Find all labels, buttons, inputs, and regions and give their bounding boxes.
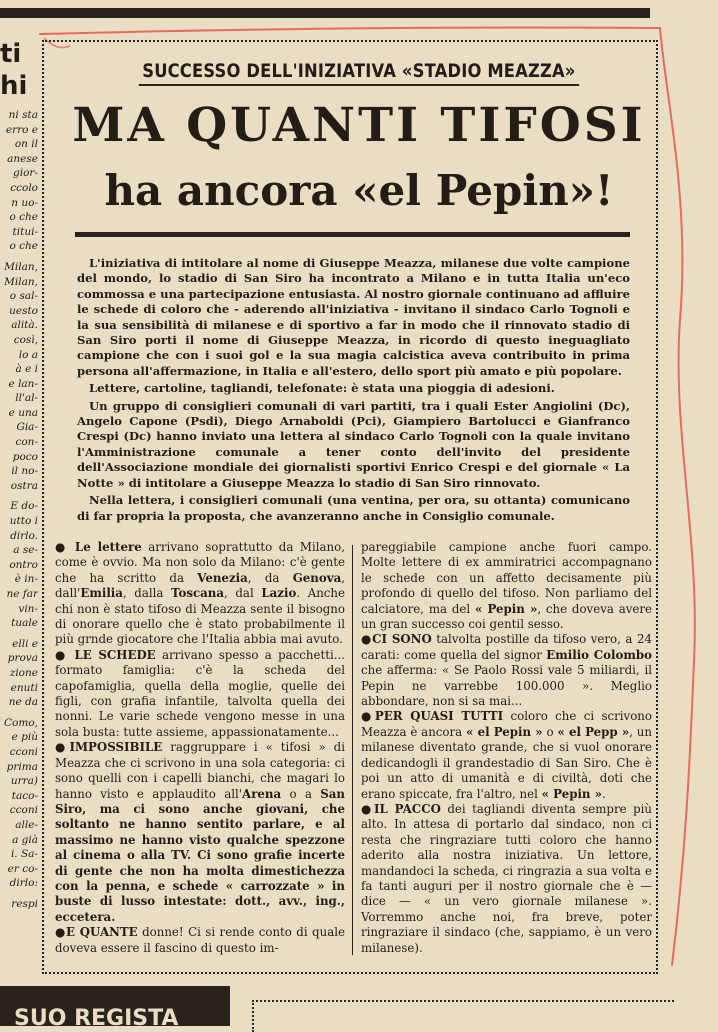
body-paragraph — [361, 709, 652, 801]
fragment-line: o che — [9, 211, 38, 224]
body-text: , dal — [224, 586, 262, 601]
fragment-headline: ti — [0, 39, 22, 69]
fragment-line: ne da — [8, 696, 38, 709]
fragment-line: il no- — [11, 465, 38, 478]
headline-rule — [75, 232, 630, 237]
fragment-line: ontro — [9, 558, 38, 571]
body-paragraph — [361, 540, 652, 632]
bold-text: « Pepin » — [474, 601, 538, 616]
fragment-paragraph — [0, 260, 38, 494]
body-text: talvolta postille da tifoso vero, a 24 carati: come quella del signor — [361, 632, 652, 662]
fragment-line: così, — [13, 333, 38, 346]
body-column-left — [55, 540, 345, 956]
fragment-line: Milan, — [4, 275, 38, 288]
body-paragraph — [55, 740, 345, 925]
fragment-line: ccolo — [10, 181, 38, 194]
bold-text: Venezia — [197, 570, 248, 585]
body-paragraph — [55, 648, 345, 740]
fragment-line: cconi — [9, 804, 38, 817]
body-text: donne! Ci si rende conto di quale doveva essere il fascino di questo im- — [55, 925, 345, 955]
fragment-line: gior- — [13, 167, 38, 180]
fragment-paragraph — [0, 897, 38, 912]
fragment-line: ll'al- — [15, 392, 38, 405]
body-text: , che doveva avere un gran successo coi gentil sesso. — [361, 601, 652, 632]
fragment-line: dirlo. — [10, 529, 38, 542]
fragment-line: Gia- — [16, 421, 38, 434]
fragment-line: e più — [11, 731, 38, 744]
next-article-headline: SUO REGISTA — [14, 1006, 179, 1031]
body-text: , da — [247, 570, 293, 585]
fragment-line: a già — [12, 833, 38, 846]
intro-paragraph: Un gruppo di consiglieri comunali di vari partiti, tra i quali Ester Angiolini (Dc), Angelo Capone (Psdi), Diego Arnaboldi (Pci), Giampiero Bartolucci e Gianfranco Crespi (Dc) hanno inviato una lettera al sindaco Carlo Tognoli con la quale invitano l'Amministrazione comunale a tener conto dell'invito del presidente dell'Associazione mondiale dei giornalisti sportivi Enrico Crespi e del giornale « La Notte » di intitolare a Giuseppe Meazza lo stadio di San Siro rinnovato. — [77, 398, 630, 490]
bold-text: « Pepin » — [541, 786, 602, 801]
fragment-line: er co- — [7, 862, 38, 875]
intro-paragraph: Lettere, cartoline, tagliandi, telefonate: è stata una pioggia di adesioni. — [89, 381, 555, 396]
fragment-line: Como, — [4, 716, 38, 729]
fragment-line: vin- — [18, 602, 38, 615]
paragraph-lead: ●IMPOSSIBILE — [55, 740, 163, 755]
fragment-line: a se- — [13, 544, 38, 557]
fragment-headline: hi — [0, 71, 28, 101]
body-text: pareggiabile campione anche fuori campo. Molte lettere di ex ammiratrici accompagnano le schede con un affetto decisamente più profondo di quello del tifoso. Non parliamo del calciatore, ma del — [361, 540, 652, 616]
fragment-line: alità. — [11, 319, 38, 332]
body-paragraph — [361, 802, 652, 956]
fragment-line: o sal- — [9, 290, 38, 303]
kicker — [0, 60, 718, 86]
fragment-line: dirlo: — [9, 877, 38, 890]
bold-text: Emilia — [80, 586, 123, 601]
fragment-line: è in- — [14, 573, 38, 586]
bold-text: « el Pepp » — [557, 724, 630, 739]
body-text: , dall' — [55, 570, 345, 601]
fragment-line: poco — [12, 450, 38, 463]
column-divider — [352, 545, 353, 955]
subheadline: ha ancora «el Pepin»! — [104, 166, 614, 215]
fragment-line: anese — [7, 152, 38, 165]
intro-paragraphs — [77, 256, 630, 526]
fragment-line: prima — [6, 760, 38, 773]
fragment-line: utto i — [9, 515, 38, 528]
body-text: arrivano spesso a pacchetti... formato famiglia: c'è la scheda del capofamiglia, quella della moglie, quelle dei figli, con grafia infantile, talvolta quella dei nonni. Le varie schede vengono messe in una sola busta: tutte assieme, appassionatamente... — [55, 647, 345, 739]
bold-text: « el Pepin » — [466, 724, 543, 739]
fragment-line: erro e — [5, 123, 38, 136]
intro-paragraph: L'iniziativa di intitolare al nome di Giuseppe Meazza, milanese due volte campione del mondo, lo stadio di San Siro ha incontrato a Milano e in tutta Italia un'eco commossa e una partecipazione entusiasta. Al nostro giornale continuano ad affluire le schede di coloro che - aderendo all'iniziativa - invitano il sindaco Carlo Tognoli e la sua sensibilità di milanese e di sportivo a far in modo che il rinnovato stadio di San Siro porti il nome di Giuseppe Meazza, in ricordo di questo ineguagliato campione che con i suoi gol e la sua magia calcistica aveva contribuito in prima persona all'affermazione, in Italia e all'estero, dello sport più amato e più popolare. — [77, 256, 630, 378]
fragment-line: n uo- — [11, 196, 38, 209]
body-text: dei tagliandi diventa sempre più alto. In attesa di portarlo dal sindaco, non ci resta che ringraziare tutti coloro che hanno aderito alla nostra iniziativa. Un lettore, mandandoci la scheda, ci ringrazia a sua volta e fa tanti auguri per il nostro giornale che è — dice — « un vero giornale milanese ». Vorremmo anche noi, fra breve, poter ringraziare il sindaco (che, sappiamo, è un vero milanese). — [361, 801, 652, 955]
fragment-line: taco- — [11, 789, 38, 802]
body-text: . — [601, 786, 606, 801]
fragment-paragraph — [0, 637, 38, 710]
fragment-line: con- — [15, 436, 38, 449]
body-text: coloro che ci scrivono Meazza è ancora — [361, 709, 652, 739]
paragraph-lead: ●CI SONO — [361, 632, 432, 647]
body-text: , dalla — [122, 586, 172, 601]
paragraph-lead: ● LE SCHEDE — [55, 647, 156, 662]
next-article-border — [252, 1000, 674, 1032]
paragraph-lead: ●IL PACCO — [361, 801, 441, 816]
fragment-line: prova — [7, 652, 38, 665]
body-text: raggruppare i « tifosi » di Meazza che ci scrivono in una sola categoria: ci sono quelli con i capelli bianchi, che magari lo hanno visto e applaudito all' — [55, 740, 345, 801]
fragment-line: enuti — [10, 681, 38, 694]
bold-text: Genova — [292, 570, 342, 585]
body-paragraph — [55, 925, 345, 956]
body-text: , un milanese diventato grande, che si vuol onorare dedicandogli il grandestadio di San Siro. Che è poi un atto di umanità e di civiltà, doti che erano spiccate, fra l'altro, nel — [361, 724, 652, 801]
fragment-line: uesto — [9, 304, 38, 317]
bold-text: Toscana — [171, 586, 225, 601]
fragment-line: respi — [11, 897, 38, 910]
fragment-line: elli e — [12, 637, 38, 650]
fragment-line: tuale — [11, 617, 38, 630]
fragment-line: lo a — [18, 348, 38, 361]
top-rule — [0, 8, 650, 18]
body-text: che afferma: « Se Paolo Rossi vale 5 miliardi, il Pepin ne varrebbe 100.000 ». Meglio abbondare, non si sa mai... — [361, 663, 652, 709]
fragment-line: on il — [14, 138, 38, 151]
paragraph-lead: ●E QUANTE — [55, 925, 138, 940]
fragment-line: zione — [9, 666, 38, 679]
bold-text: Arena — [242, 786, 282, 801]
body-column-right — [361, 540, 652, 956]
fragment-line: ostra — [10, 479, 38, 492]
paragraph-lead: ●PER QUASI TUTTI — [361, 709, 504, 724]
body-paragraph — [361, 632, 652, 709]
bold-text: Lazio — [261, 586, 297, 601]
fragment-line: i. Sa- — [10, 848, 38, 861]
headline: MA QUANTI TIFOSI — [72, 98, 646, 153]
fragment-line: ni sta — [8, 109, 38, 121]
fragment-line: titui- — [12, 225, 38, 238]
fragment-line: e lan- — [8, 377, 38, 390]
body-text: o — [542, 724, 558, 739]
fragment-line: ne far — [6, 588, 38, 600]
paragraph-lead: ● Le lettere — [55, 540, 142, 554]
body-text: . Anche chi non è stato tifoso di Meazza sente il bisogno di onorare quello che è stato probabilmente il più grnde giocatore che l'Italia abbia mai avuto. — [55, 586, 345, 647]
intro-paragraph: Nella lettera, i consiglieri comunali (una ventina, per ora, su ottanta) comunicano di far propria la proposta, che avanzeranno anche in Consiglio comunale. — [77, 493, 630, 523]
body-text: o a — [281, 786, 321, 801]
kicker-text: SUCCESSO DELL'INIZIATIVA «STADIO MEAZZA» — [139, 60, 579, 86]
fragment-line: cconi — [9, 745, 38, 758]
fragment-line: Milan, — [4, 260, 38, 273]
bold-text: Emilio Colombo — [546, 647, 652, 662]
fragment-paragraph — [0, 716, 38, 891]
fragment-line: urra) — [10, 775, 38, 788]
fragment-line: alle- — [15, 818, 38, 831]
fragment-paragraph — [0, 499, 38, 630]
bold-text: San Siro, ma ci sono anche giovani, che soltanto ne hanno sentito parlare, e al massimo ne hanno visto qualche spezzone al cinema o alla TV. Ci sono grafie incerte di gente che non ha molta dimestichezza con la penna, e schede « carrozzate » in buste di lusso intestate: dott., avv., ing., eccetera. — [55, 786, 345, 924]
body-text: arrivano soprattutto da Milano, come è ovvio. Ma non solo da Milano: c'è gente che ha scritto da — [55, 540, 345, 585]
fragment-line: o che — [9, 240, 38, 253]
body-paragraph — [55, 540, 345, 648]
fragment-line: E do- — [10, 500, 38, 513]
fragment-line: e una — [8, 406, 38, 419]
fragment-line: à e i — [15, 363, 38, 376]
